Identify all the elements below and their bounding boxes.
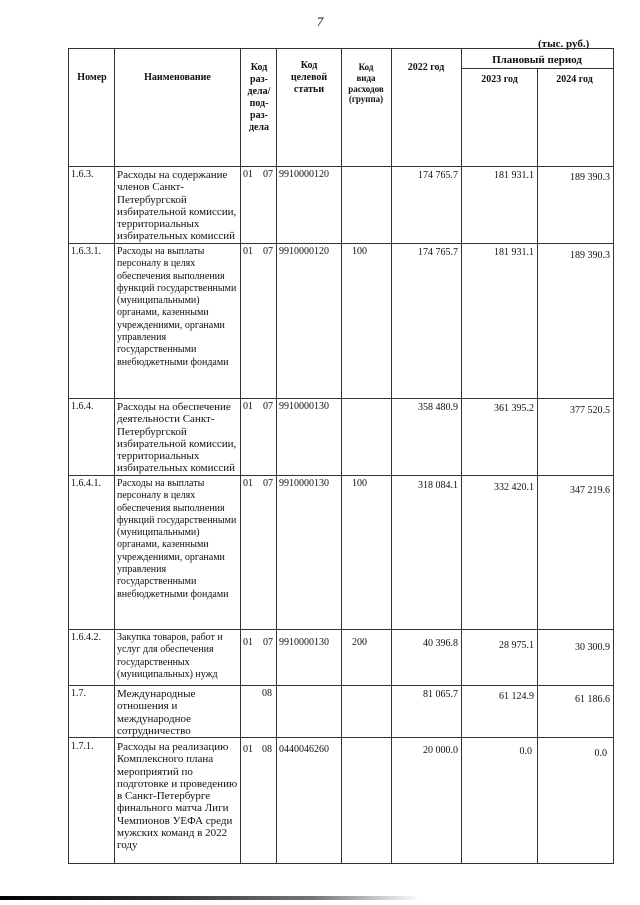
row-name: Международные отношения и международное сотрудничество: [117, 688, 196, 737]
row-value-2023: 28 975.1: [499, 640, 534, 651]
header-2024: 2024 год: [556, 74, 593, 85]
row-value-2022: 174 765.7: [418, 247, 458, 258]
units-label: (тыс. руб.): [538, 38, 590, 50]
row-target: 9910000120: [279, 169, 329, 180]
row-expense: 100: [352, 246, 367, 257]
row-target: 0440046260: [279, 744, 329, 755]
row-value-2022: 318 084.1: [418, 480, 458, 491]
row-expense: 200: [352, 637, 367, 648]
row-number: 1.6.3.1.: [71, 246, 101, 257]
header-expense: Код вида расходов (группа): [348, 62, 384, 105]
scan-edge-shadow: [0, 896, 420, 900]
header-planned: Плановый период: [492, 54, 582, 66]
row-name: Расходы на выплаты персоналу в целях обеспечения выполнения функций государственными (муниципальными) органами, казенными учреждениями, органами управления государственными внебюджетными фондами: [117, 246, 237, 368]
row-value-2022: 40 396.8: [423, 638, 458, 649]
row-target: 9910000130: [279, 478, 329, 489]
row-subsection: 07: [263, 478, 273, 489]
row-name: Расходы на выплаты персоналу в целях обеспечения выполнения функций государственными (муниципальными) органами, казенными учреждениями, органами управления государственными внебюджетными фондами: [117, 478, 237, 600]
row-subsection: 07: [263, 637, 273, 648]
row-name: Расходы на обеспечение деятельности Санкт-Петербургской избирательной комиссии, территориальных избирательных комиссий: [117, 401, 237, 475]
row-subsection: 07: [263, 246, 273, 257]
row-value-2023: 361 395.2: [494, 403, 534, 414]
row-number: 1.6.4.1.: [71, 478, 101, 489]
header-number: Номер: [77, 72, 107, 83]
row-value-2023: 332 420.1: [494, 482, 534, 493]
row-subsection: 07: [263, 169, 273, 180]
row-target: 9910000120: [279, 246, 329, 257]
row-section: 01: [243, 169, 253, 180]
header-2023: 2023 год: [481, 74, 518, 85]
row-target: 9910000130: [279, 401, 329, 412]
row-subsection: 08: [262, 688, 272, 699]
row-value-2022: 358 480.9: [418, 402, 458, 413]
row-number: 1.7.1.: [71, 741, 94, 752]
row-value-2024: 377 520.5: [570, 405, 610, 416]
row-value-2024: 61 186.6: [575, 694, 610, 705]
row-section: 01: [243, 637, 253, 648]
row-name: Закупка товаров, работ и услуг для обеспечения государственных (муниципальных) нужд: [117, 632, 223, 680]
row-section: 01: [243, 478, 253, 489]
header-2022: 2022 год: [407, 62, 445, 73]
row-value-2024: 0.0: [594, 748, 607, 759]
row-value-2023: 0.0: [519, 746, 532, 757]
row-value-2024: 189 390.3: [570, 172, 610, 183]
row-value-2023: 61 124.9: [499, 691, 534, 702]
row-number: 1.6.3.: [71, 169, 94, 180]
row-value-2023: 181 931.1: [494, 170, 534, 181]
row-value-2024: 30 300.9: [575, 642, 610, 653]
row-name: Расходы на реализацию Комплексного плана мероприятий по подготовке и проведению в Санкт-Петербурге финального матча Лиги Чемпионов УЕФА среди мужских команд в 2022 году: [117, 741, 238, 852]
row-expense: 100: [352, 478, 367, 489]
row-target: 9910000130: [279, 637, 329, 648]
row-subsection: 08: [262, 744, 272, 755]
row-value-2022: 174 765.7: [418, 170, 458, 181]
row-value-2022: 20 000.0: [423, 745, 458, 756]
row-value-2024: 347 219.6: [570, 485, 610, 496]
row-value-2023: 181 931.1: [494, 247, 534, 258]
row-number: 1.6.4.2.: [71, 632, 101, 643]
row-section: 01: [243, 744, 253, 755]
row-name: Расходы на содержание членов Санкт-Петербургской избирательной комиссии, территориальных избирательных комиссий: [117, 169, 237, 243]
row-section: 01: [243, 401, 253, 412]
header-name: Наименование: [144, 72, 211, 83]
row-number: 1.7.: [71, 688, 86, 699]
page-number: 7: [316, 14, 324, 29]
row-value-2022: 81 065.7: [423, 689, 458, 700]
header-section: Код раз- дела/ под- раз- дела: [247, 62, 271, 133]
row-number: 1.6.4.: [71, 401, 94, 412]
row-subsection: 07: [263, 401, 273, 412]
row-value-2024: 189 390.3: [570, 250, 610, 261]
header-target: Код целевой статьи: [290, 60, 328, 95]
row-section: 01: [243, 246, 253, 257]
